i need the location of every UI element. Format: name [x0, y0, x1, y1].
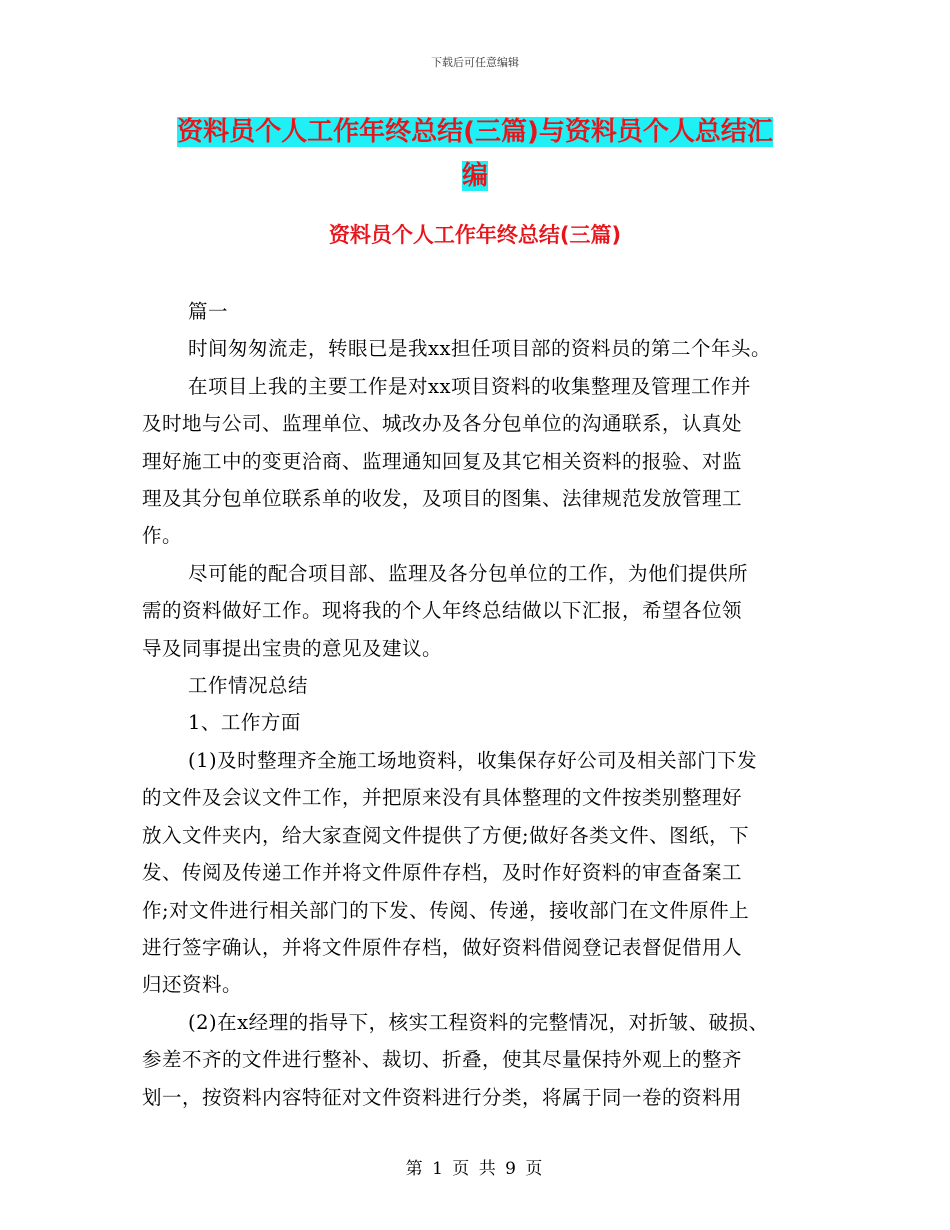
text-line: 进行签字确认，并将文件原件存档，做好资料借阅登记表督促借用人 [142, 935, 743, 959]
text-line: 放入文件夹内，给大家查阅文件提供了方便;做好各类文件、图纸，下 [142, 823, 750, 847]
paragraph [142, 368, 832, 555]
document-title [140, 110, 810, 198]
paragraph [142, 330, 832, 367]
document-body [142, 293, 832, 1116]
text-line: 发、传阅及传递工作并将文件原件存档，及时作好资料的审查备案工 [142, 861, 743, 885]
text-line: 1、工作方面 [188, 711, 301, 735]
text-line: 需的资料做好工作。现将我的个人年终总结做以下汇报，希望各位领 [142, 599, 743, 623]
text-line: 作;对文件进行相关部门的下发、传阅、传递，接收部门在文件原件上 [142, 898, 750, 922]
document-title-line-2: 编 [461, 161, 488, 191]
text-line: 导及同事提出宝贵的意见及建议。 [142, 636, 443, 660]
paragraph [142, 293, 832, 330]
page-footer: 第 1 页 共 9 页 [405, 1159, 545, 1179]
text-line: 的文件及会议文件工作，并把原来没有具体整理的文件按类别整理好 [142, 786, 743, 810]
text-line: 作。 [142, 524, 183, 548]
text-line: 归还资料。 [142, 973, 243, 997]
paragraph [142, 555, 832, 667]
text-line: 时间匆匆流走，转眼已是我xx担任项目部的资料员的第二个年头。 [188, 337, 771, 361]
text-line: 参差不齐的文件进行整补、裁切、折叠，使其尽量保持外观上的整齐 [142, 1048, 743, 1072]
text-line: 尽可能的配合项目部、监理及各分包单位的工作，为他们提供所 [188, 561, 749, 585]
text-line: 工作情况总结 [188, 674, 309, 698]
paragraph [142, 1004, 832, 1116]
text-line: 篇一 [188, 300, 229, 323]
paragraph [142, 742, 832, 1004]
header-note: 下载后可任意编辑 [431, 56, 519, 69]
text-line: 在项目上我的主要工作是对xx项目资料的收集整理及管理工作并 [188, 374, 751, 398]
text-line: 理及其分包单位联系单的收发，及项目的图集、法律规范发放管理工 [142, 487, 743, 511]
section-title: 资料员个人工作年终总结(三篇) [328, 223, 622, 247]
paragraph [142, 667, 832, 704]
text-line: 划一，按资料内容特征对文件资料进行分类，将属于同一卷的资料用 [142, 1085, 743, 1109]
text-line: (1)及时整理齐全施工场地资料，收集保存好公司及相关部门下发 [188, 748, 758, 772]
text-line: (2)在x经理的指导下，核实工程资料的完整情况，对折皱、破损、 [188, 1010, 769, 1034]
text-line: 理好施工中的变更洽商、监理通知回复及其它相关资料的报验、对监 [142, 449, 743, 473]
text-line: 及时地与公司、监理单位、城改办及各分包单位的沟通联系，认真处 [142, 412, 743, 436]
document-title-line-1: 资料员个人工作年终总结(三篇)与资料员个人总结汇 [177, 117, 773, 147]
paragraph [142, 704, 832, 741]
